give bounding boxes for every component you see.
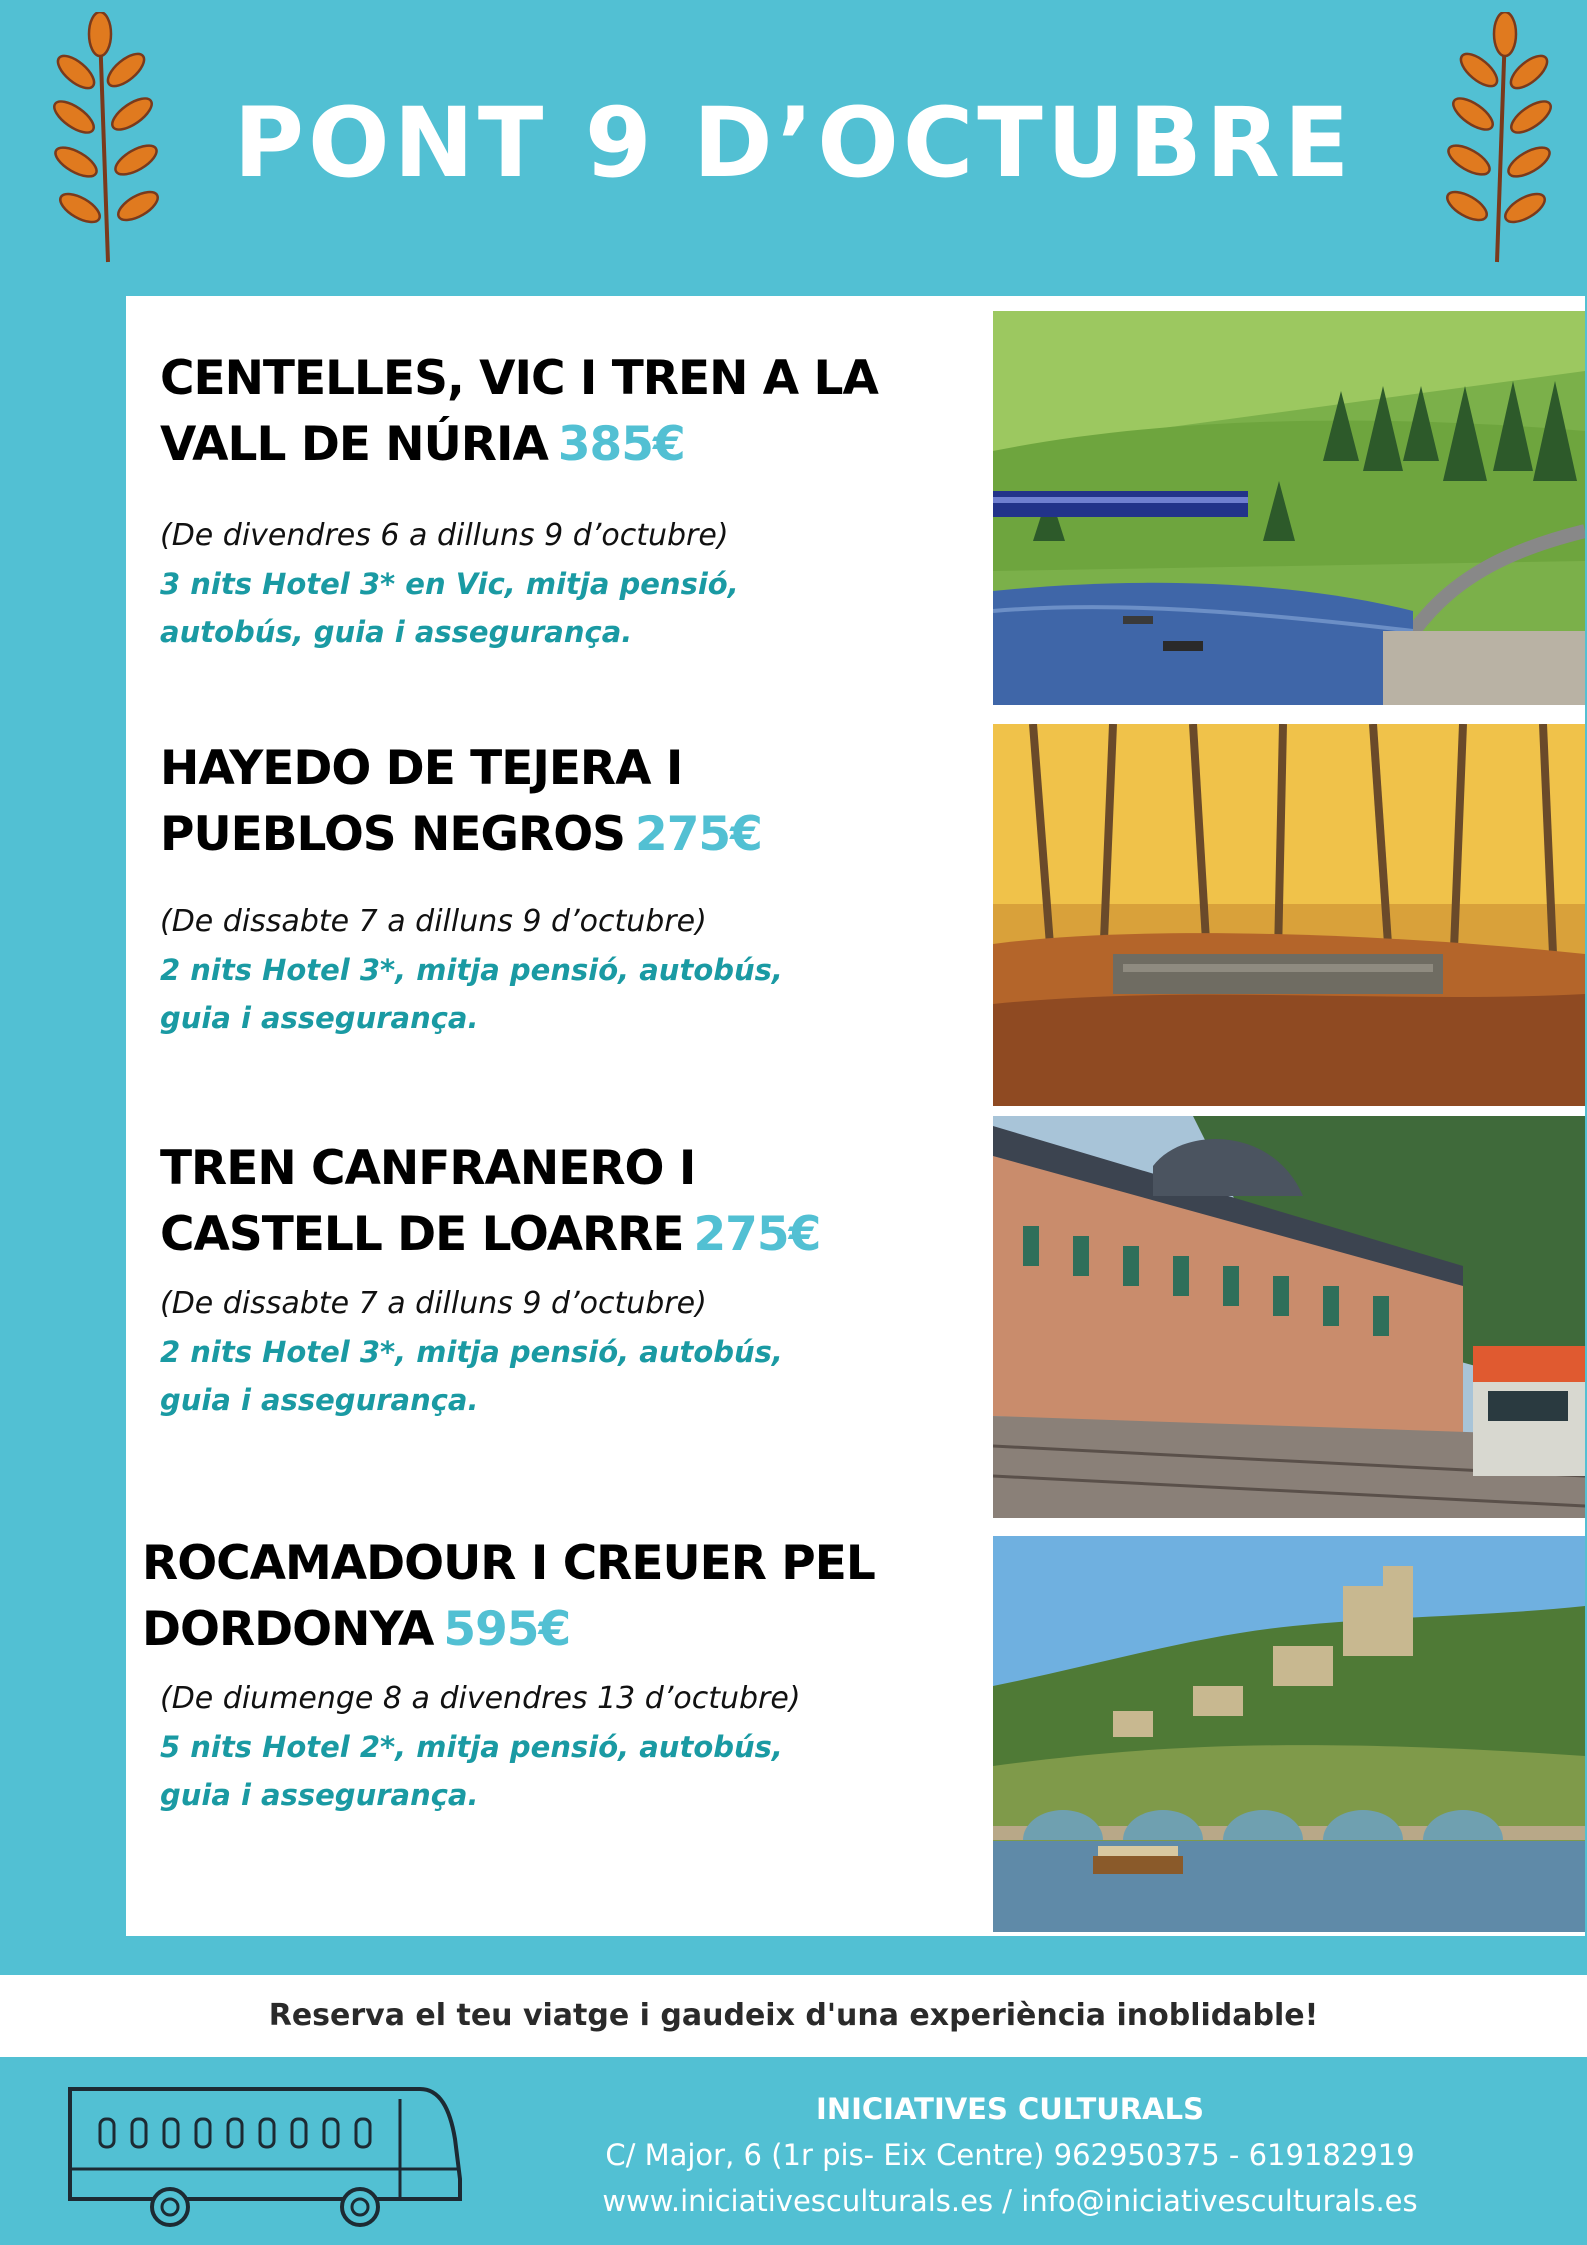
trip-dates: (De divendres 6 a dilluns 9 d’octubre) [160,518,729,553]
trip-description: guia i assegurança. [160,1778,479,1812]
trip-title-line: DORDONYA [142,1602,434,1657]
trip-title [160,736,1020,868]
trip-price: 275€ [635,807,762,862]
trip-dates: (De diumenge 8 a divendres 13 d’octubre) [160,1681,801,1716]
trip-card [160,736,1020,1042]
trip-card [142,1531,1002,1819]
trip-card [160,346,1020,656]
trip-title-line: ROCAMADOUR I CREUER PEL [142,1536,875,1591]
trip-title-line: PUEBLOS NEGROS [160,807,625,862]
trip-price: 275€ [693,1207,821,1262]
trip-description: guia i assegurança. [160,1383,479,1417]
trip-description: guia i assegurança. [160,1001,479,1035]
trip-description: 2 nits Hotel 3*, mitja pensió, autobús, [160,953,783,987]
trip-description: 5 nits Hotel 2*, mitja pensió, autobús, [160,1730,783,1764]
trip-price: 595€ [443,1602,571,1657]
trip-dates: (De dissabte 7 a dilluns 9 d’octubre) [160,904,707,939]
photo-hayedo-de-tejera [993,724,1585,1106]
trip-title-line: VALL DE NÚRIA [160,417,548,472]
organization-contact[interactable]: www.iniciativesculturals.es / info@iniciativesculturals.es [602,2184,1418,2218]
trip-title [160,1136,1020,1268]
trip-title-line: TREN CANFRANERO I [160,1141,696,1196]
trip-price: 385€ [557,417,685,472]
trips-panel [126,296,1585,1936]
page-title: PONT 9 D’OCTUBRE [233,87,1354,199]
booking-call-to-action: Reserva el teu viatge i gaudeix d'una experiència inoblidable! [0,1975,1587,2057]
trip-card [160,1136,1020,1424]
photo-rocamadour-dordonya [993,1536,1585,1932]
organization-address: C/ Major, 6 (1r pis- Eix Centre) 962950375 - 619182919 [605,2138,1415,2172]
photo-estacio-canfranc [993,1116,1585,1518]
trip-description: 3 nits Hotel 3* en Vic, mitja pensió, [160,567,739,601]
trip-title-line: CENTELLES, VIC I TREN A LA [160,351,878,406]
trip-description: autobús, guia i assegurança. [160,615,633,649]
organization-name: INICIATIVES CULTURALS [816,2092,1204,2126]
photo-vall-de-nuria [993,311,1585,705]
trip-title-line: CASTELL DE LOARRE [160,1207,684,1262]
trip-title [160,346,1020,478]
trip-description: 2 nits Hotel 3*, mitja pensió, autobús, [160,1335,783,1369]
trip-title [142,1531,1002,1663]
trip-dates: (De dissabte 7 a dilluns 9 d’octubre) [160,1286,707,1321]
trip-title-line: HAYEDO DE TEJERA I [160,741,683,796]
footer [0,2057,1587,2245]
bus-icon [60,2079,470,2229]
